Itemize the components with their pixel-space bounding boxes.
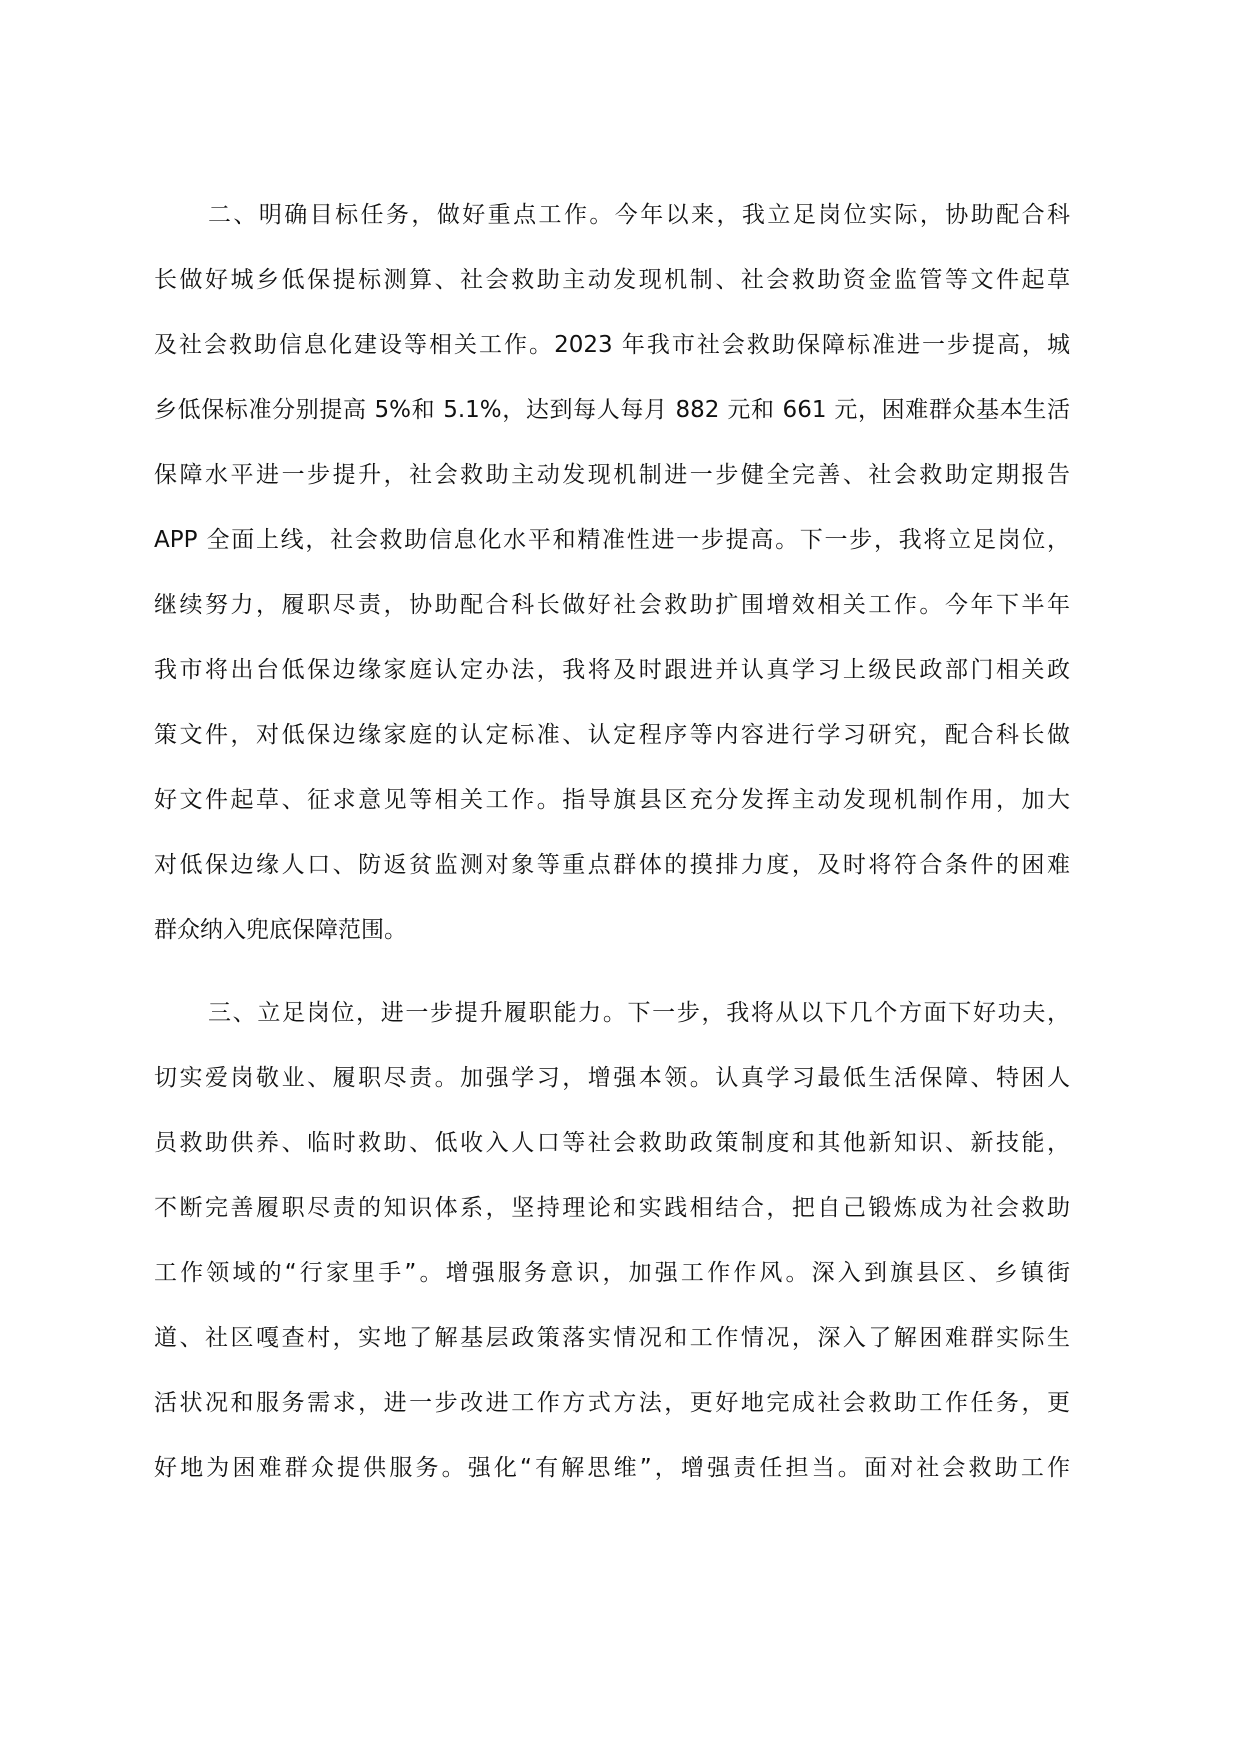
text-line: 活状况和服务需求，进一步改进工作方式方法，更好地完成社会救助工作任务，更 [154, 1390, 1070, 1416]
text-line: 我市将出台低保边缘家庭认定办法，我将及时跟进并认真学习上级民政部门相关政 [154, 657, 1070, 683]
document-body [154, 190, 1070, 1508]
text-line: 道、社区嘎查村，实地了解基层政策落实情况和工作情况，深入了解困难群实际生 [154, 1325, 1070, 1351]
text-line: 对低保边缘人口、防返贫监测对象等重点群体的摸排力度，及时将符合条件的困难 [154, 852, 1070, 878]
text-line: 乡低保标准分别提高 5%和 5.1%，达到每人每月 882 元和 661 元，困难群众基本生活 [154, 397, 1070, 423]
text-line: 切实爱岗敬业、履职尽责。加强学习，增强本领。认真学习最低生活保障、特困人 [154, 1065, 1070, 1091]
text-line: 群众纳入兜底保障范围。 [154, 917, 407, 943]
text-line: 好地为困难群众提供服务。强化“有解思维”，增强责任担当。面对社会救助工作 [154, 1455, 1070, 1481]
paragraph-spacer [154, 970, 1070, 988]
text-line: 策文件，对低保边缘家庭的认定标准、认定程序等内容进行学习研究，配合科长做 [154, 722, 1070, 748]
text-line: 好文件起草、征求意见等相关工作。指导旗县区充分发挥主动发现机制作用，加大 [154, 787, 1070, 813]
text-line: 三、立足岗位，进一步提升履职能力。下一步，我将从以下几个方面下好功夫， [208, 1000, 1070, 1026]
text-line: 继续努力，履职尽责，协助配合科长做好社会救助扩围增效相关工作。今年下半年 [154, 592, 1070, 618]
text-line: 不断完善履职尽责的知识体系，坚持理论和实践相结合，把自己锻炼成为社会救助 [154, 1195, 1070, 1221]
text-line: 员救助供养、临时救助、低收入人口等社会救助政策制度和其他新知识、新技能， [154, 1130, 1070, 1156]
text-line: 二、明确目标任务，做好重点工作。今年以来，我立足岗位实际，协助配合科 [208, 202, 1070, 228]
text-line: 工作领域的“行家里手”。增强服务意识，加强工作作风。深入到旗县区、乡镇街 [154, 1260, 1070, 1286]
text-line: 长做好城乡低保提标测算、社会救助主动发现机制、社会救助资金监管等文件起草 [154, 267, 1070, 293]
text-line: 保障水平进一步提升，社会救助主动发现机制进一步健全完善、社会救助定期报告 [154, 462, 1070, 488]
paragraph-2-targets-tasks [154, 190, 1070, 970]
text-line: 及社会救助信息化建设等相关工作。2023 年我市社会救助保障标准进一步提高，城 [154, 332, 1070, 358]
paragraph-3-capability [154, 988, 1070, 1508]
text-line: APP 全面上线，社会救助信息化水平和精准性进一步提高。下一步，我将立足岗位， [154, 527, 1070, 553]
